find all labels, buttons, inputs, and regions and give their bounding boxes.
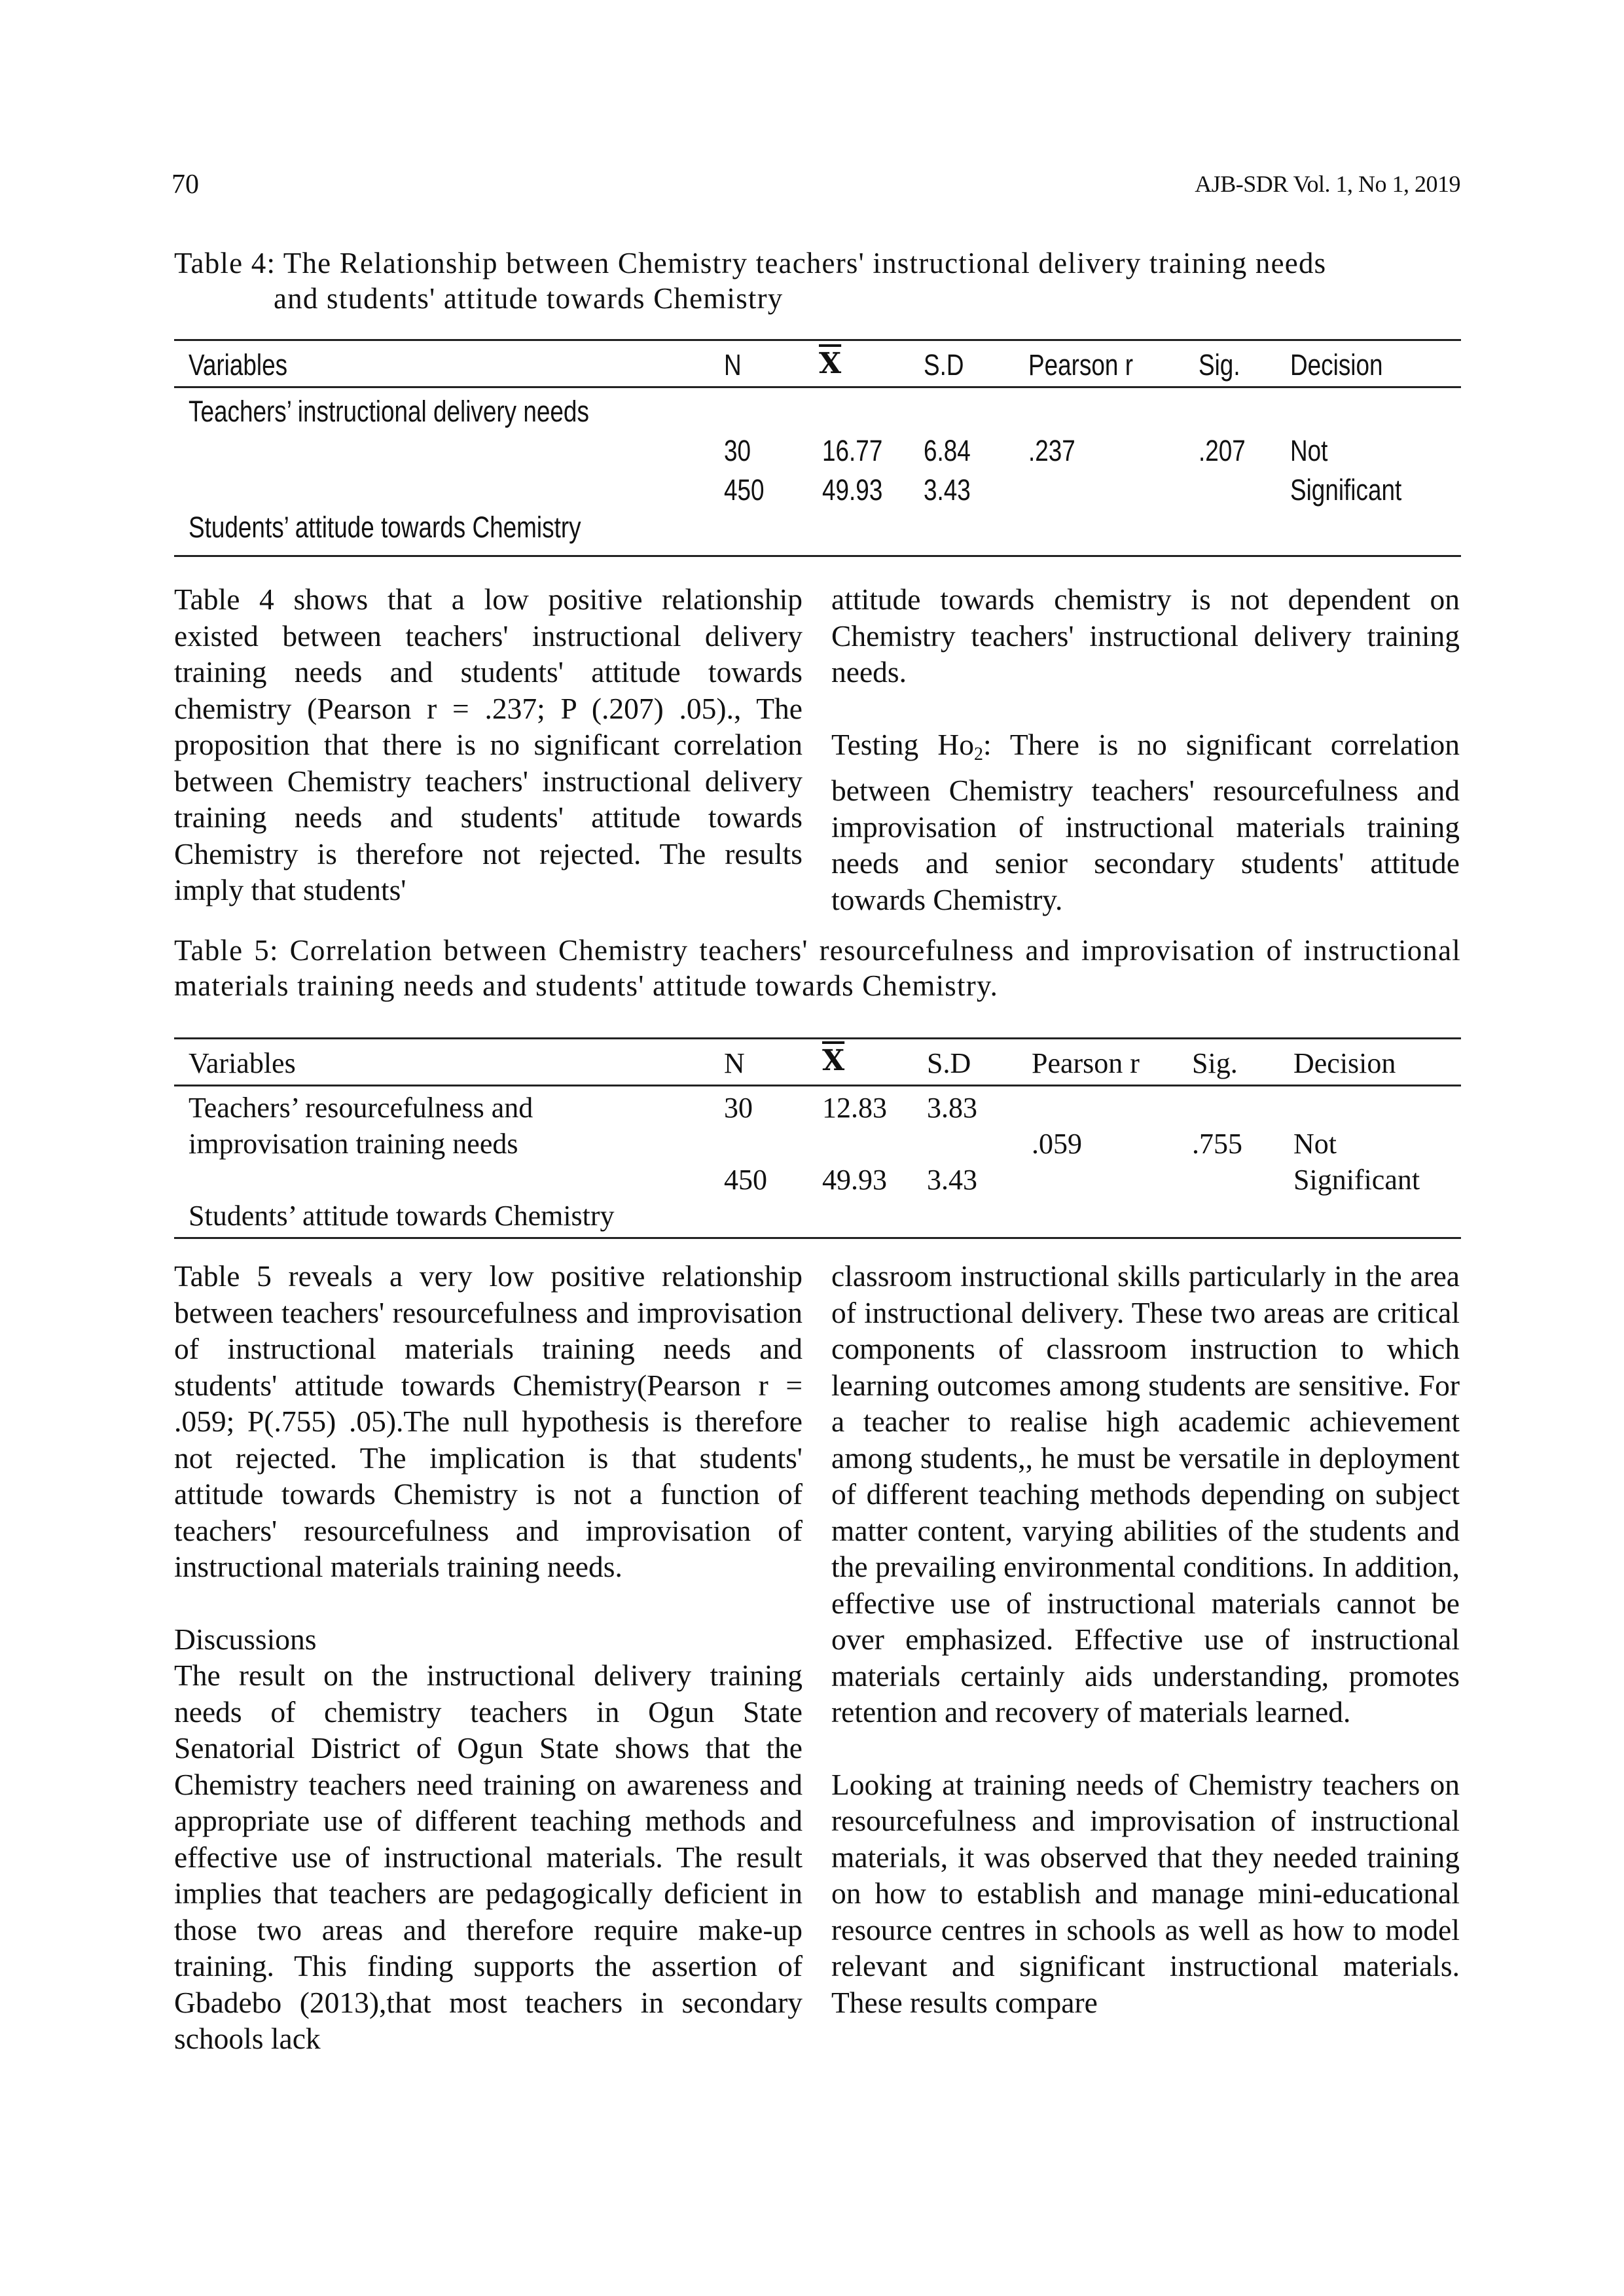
header-sig: Sig. xyxy=(1192,1047,1238,1079)
row1-variable: Teachers’ instructional delivery needs xyxy=(189,395,589,428)
resourcefulness-paragraph: Looking at training needs of Chemistry teachers on resourcefulness and improvisation of instructional materials, it was observed that they needed training on how to establish and manage mini-educational resource centres in schools as well as how to model relevant and significant instructional materials. These results compare xyxy=(831,1767,1460,2019)
table5 xyxy=(174,1037,1461,1244)
hypothesis-subscript: 2 xyxy=(973,744,983,764)
left-column-top xyxy=(174,581,803,908)
running-head: AJB-SDR Vol. 1, No 1, 2019 xyxy=(1195,171,1460,197)
row2-sd: 3.43 xyxy=(927,1164,977,1196)
header-decision: Decision xyxy=(1290,348,1383,382)
row1-sd: 3.83 xyxy=(927,1092,977,1124)
header-n: N xyxy=(724,1047,745,1079)
table4-conclusion-paragraph: attitude towards chemistry is not dependent on Chemistry teachers' instructional delivery training needs. xyxy=(831,583,1460,689)
row1-mean: 16.77 xyxy=(822,434,883,467)
table-bottom-rule xyxy=(174,1237,1461,1239)
row2-mean: 49.93 xyxy=(822,1164,887,1196)
right-column-top xyxy=(831,581,1460,918)
hypothesis-colon: : xyxy=(983,727,992,761)
header-sd: S.D xyxy=(927,1047,971,1079)
table4-caption-line2: and students' attitude towards Chemistry xyxy=(274,282,784,315)
row1-mean: 12.83 xyxy=(822,1092,887,1124)
hypothesis-label: Testing Ho xyxy=(831,727,974,761)
row1-variable-line2: improvisation training needs xyxy=(189,1128,518,1160)
header-sig: Sig. xyxy=(1199,348,1240,382)
table-top-rule xyxy=(174,339,1461,341)
header-mean-xbar: $\overline{X}$ xyxy=(819,347,842,380)
discussions-heading: Discussions xyxy=(174,1622,317,1656)
row1-n: 30 xyxy=(724,434,751,467)
header-sd: S.D xyxy=(924,348,964,382)
row1-sd: 6.84 xyxy=(924,434,971,467)
decision-line2: Significant xyxy=(1293,1164,1420,1196)
decision-line1: Not xyxy=(1290,434,1328,467)
table5-caption: Table 5: Correlation between Chemistry teachers' resourcefulness and improvisation of instructional materials training needs and students' attitude towards Chemistry. xyxy=(174,934,1461,1002)
right-column-bottom xyxy=(831,1258,1460,2020)
row2-variable: Students’ attitude towards Chemistry xyxy=(189,1200,615,1232)
table-bottom-rule xyxy=(174,555,1461,557)
header-pearson-r: Pearson r xyxy=(1028,348,1133,382)
pearson-r-value: .237 xyxy=(1028,434,1075,467)
pearson-r-value: .059 xyxy=(1032,1128,1082,1160)
sig-value: .755 xyxy=(1192,1128,1242,1160)
table-header-rule xyxy=(174,1085,1461,1086)
table4 xyxy=(174,339,1461,558)
table-top-rule xyxy=(174,1037,1461,1039)
decision-line2: Significant xyxy=(1290,473,1402,507)
hypothesis-paragraph xyxy=(831,726,1460,918)
left-column-bottom xyxy=(174,1258,803,2057)
row1-variable-line1: Teachers’ resourcefulness and xyxy=(189,1092,533,1124)
row1-n: 30 xyxy=(724,1092,753,1124)
row2-mean: 49.93 xyxy=(822,473,883,507)
header-decision: Decision xyxy=(1293,1047,1396,1079)
table-header-rule xyxy=(174,386,1461,388)
decision-line1: Not xyxy=(1293,1128,1337,1160)
table4-caption xyxy=(174,245,1461,316)
discussion-paragraph: The result on the instructional delivery training needs of chemistry teachers in Ogun State Senatorial District of Ogun State shows that the Chemistry teachers need training on awareness and appropriate use of different teaching methods and effective use of instructional materials. The result implies that teachers are pedagogically deficient in those two areas and therefore require make-up training. This finding supports the assertion of Gbadebo (2013),that most teachers in secondary schools lack xyxy=(174,1659,803,2055)
header-mean-xbar: $\overline{X}$ xyxy=(822,1044,845,1077)
row2-n: 450 xyxy=(724,473,765,507)
page-number: 70 xyxy=(171,170,199,200)
table4-discussion-paragraph: Table 4 shows that a low positive relationship existed between teachers' instructional delivery training needs and students' attitude towards chemistry (Pearson r = .237; P (.207) .05)., The proposition that there is no significant correlation between Chemistry teachers' instructional delivery training needs and students' attitude towards Chemistry is therefore not rejected. The results imply that students' xyxy=(174,583,803,906)
hypothesis-text: There is no significant correlation between Chemistry teachers' resourcefulness and improvisation of instructional materials training needs and senior secondary students' attitude towards Chemistry. xyxy=(831,727,1460,916)
header-variables: Variables xyxy=(189,1047,296,1079)
row2-n: 450 xyxy=(724,1164,767,1196)
discussion-continued-paragraph: classroom instructional skills particularly in the area of instructional delivery. These two areas are critical components of classroom instruction to which learning outcomes among students are sensitive. For a teacher to realise high academic achievement among students,, he must be versatile in deployment of different teaching methods depending on subject matter content, varying abilities of the students and the prevailing environmental conditions. In addition, effective use of instructional materials cannot be over emphasized. Effective use of instructional materials certainly aids understanding, promotes retention and recovery of materials learned. xyxy=(831,1259,1460,1729)
header-variables: Variables xyxy=(189,348,288,382)
header-n: N xyxy=(724,348,742,382)
row2-variable: Students’ attitude towards Chemistry xyxy=(189,511,581,544)
row2-sd: 3.43 xyxy=(924,473,971,507)
table4-caption-line1: Table 4: The Relationship between Chemistry teachers' instructional delivery training needs xyxy=(174,247,1327,279)
table5-discussion-paragraph: Table 5 reveals a very low positive relationship between teachers' resourcefulness and improvisation of instructional materials training needs and students' attitude towards Chemistry(Pearson r = .059; P(.755) .05).The null hypothesis is therefore not rejected. The implication is that students' attitude towards Chemistry is not a function of teachers' resourcefulness and improvisation of instructional materials training needs. xyxy=(174,1259,803,1583)
sig-value: .207 xyxy=(1199,434,1246,467)
header-pearson-r: Pearson r xyxy=(1032,1047,1140,1079)
